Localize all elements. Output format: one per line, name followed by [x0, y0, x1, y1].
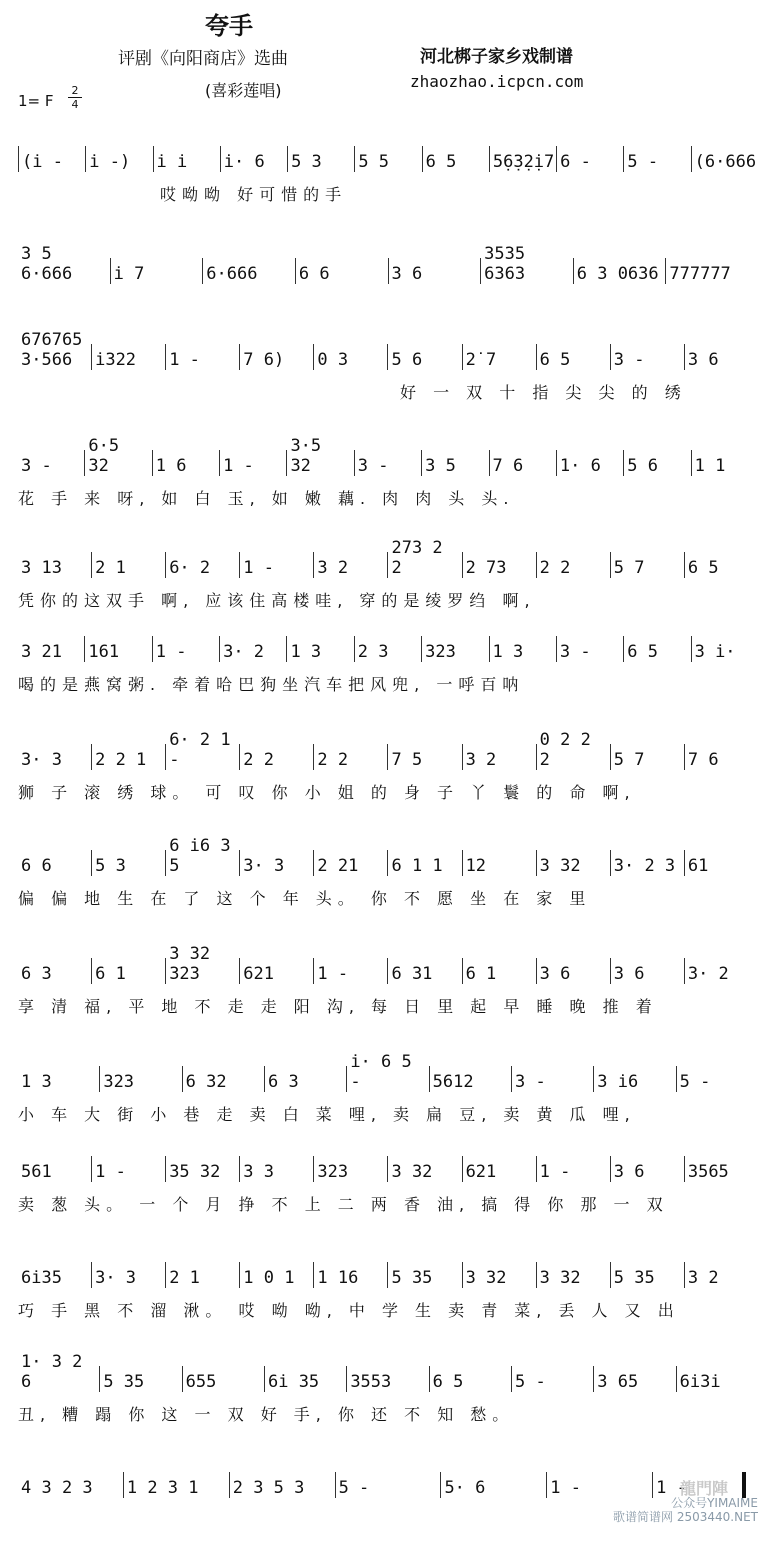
measure: 323: [103, 1072, 135, 1092]
score-line: [0, 636, 768, 716]
score-line: [0, 1352, 768, 1446]
measure: 3 -: [613, 350, 645, 370]
measure: 7 6): [243, 350, 285, 370]
measure: 1 0 1: [243, 1268, 295, 1288]
measure: 2 73: [465, 558, 507, 578]
measure: 5 6: [391, 350, 423, 370]
notes-row: [18, 730, 758, 770]
measure: 3· 3: [95, 1268, 137, 1288]
measure: 3 32: [539, 856, 581, 876]
measure: 3 -: [357, 456, 389, 476]
measure: 561: [21, 1162, 52, 1182]
measure: 3 5: [425, 456, 456, 476]
time-signature-top: 2: [71, 84, 79, 97]
measure: 3 i̇6: [597, 1072, 639, 1092]
lyrics-line: 享 清 福, 平 地 不 走 走 阳 沟, 每 日 里 起 早 睡 晚 推 着: [18, 997, 658, 1016]
measure: 1 2 3 1: [126, 1478, 199, 1498]
notes-row: [18, 944, 758, 984]
score-line: [0, 944, 768, 1038]
arranger: 河北梆子家乡戏制谱: [420, 47, 573, 67]
measure: 6 5: [687, 558, 719, 578]
measure: 6 5: [425, 152, 457, 172]
measure: 6 -: [560, 152, 591, 172]
lyrics-line: 丑, 糟 蹋 你 这 一 双 好 手, 你 还 不 知 愁。: [18, 1405, 515, 1424]
measure: 3553: [350, 1372, 392, 1392]
measure: 5· 6: [444, 1478, 486, 1498]
measure: 3· 2: [223, 642, 265, 662]
measure: 3 13: [21, 558, 62, 578]
measure: (i̇ -: [22, 152, 63, 172]
measure: 5 3: [95, 856, 126, 876]
measure: 3 5 6·666: [21, 244, 73, 284]
measure: 1 3: [21, 1072, 52, 1092]
measure: i̇ 7: [113, 264, 145, 284]
measure: 6i̇35: [21, 1268, 62, 1288]
measure: 3 3: [243, 1162, 274, 1182]
score-line: [0, 436, 768, 530]
subtitle: 评剧《向阳商店》选曲: [118, 49, 288, 69]
measure: 1 -: [155, 642, 187, 662]
measure: 4 3 2 3: [21, 1478, 93, 1498]
notes-row: [18, 636, 758, 662]
measure: 5 5: [358, 152, 390, 172]
measure: 1 -: [317, 964, 349, 984]
notes-row: [18, 1352, 758, 1392]
measure: 5 7: [613, 750, 645, 770]
measure: i̇ -): [89, 152, 131, 172]
measure: 2 1: [169, 1268, 200, 1288]
measure: 1 3: [492, 642, 524, 662]
lyrics-line: 卖 葱 头。 一 个 月 挣 不 上 二 两 香 油, 搞 得 你 那 一 双: [18, 1195, 669, 1214]
notes-row: [18, 330, 758, 370]
measure: 323: [425, 642, 456, 662]
measure: 273 2 2: [391, 538, 443, 578]
measure: 5 -: [338, 1478, 370, 1498]
notes-row: [18, 1262, 758, 1288]
measure: 3 65: [597, 1372, 639, 1392]
lyrics-line: 狮 子 滚 绣 球。 可 叹 你 小 姐 的 身 子 丫 鬟 的 命 啊,: [18, 783, 636, 802]
measure: 1 -: [656, 1478, 687, 1498]
lyrics-line: 巧 手 黑 不 溜 湫。 哎 呦 呦, 中 学 生 卖 青 菜, 丢 人 又 出: [18, 1301, 680, 1320]
measure: 1 -: [223, 456, 254, 476]
measure: 3· 3: [21, 750, 62, 770]
measure: 5 35: [103, 1372, 145, 1392]
measure: 3 6: [391, 264, 423, 284]
measure: 7 5: [391, 750, 423, 770]
measure: 5 35: [391, 1268, 433, 1288]
measure: 5 -: [679, 1072, 711, 1092]
measure: 35 32: [169, 1162, 221, 1182]
measure: 3· 3: [243, 856, 285, 876]
measure: 6· 2: [169, 558, 211, 578]
key-signature: 1= F: [18, 92, 54, 110]
watermark-line-2: 歌谱简谱网 2503440.NET: [613, 1510, 758, 1524]
notes-row: [18, 538, 758, 578]
measure: 6 1: [465, 964, 497, 984]
measure: 6·5 32: [88, 436, 120, 476]
time-signature: [68, 85, 82, 110]
score-line: [0, 330, 768, 424]
measure: 6 5: [539, 350, 571, 370]
measure: 676765 3·566: [21, 330, 83, 370]
measure: 6 i̇6 3 5: [169, 836, 231, 876]
notes-row: [18, 146, 758, 172]
notes-row: [18, 1472, 758, 1498]
measure: 1 -: [550, 1478, 582, 1498]
measure: i̇ i̇: [156, 152, 188, 172]
lyrics-line: 喝的是燕窝粥. 牵着哈巴狗坐汽车把风兜, 一呼百呐: [18, 675, 525, 694]
measure: 3 6: [613, 1162, 645, 1182]
measure: 0 2 2 2: [539, 730, 591, 770]
measure: 6 3: [21, 964, 52, 984]
measure: 3 32: [539, 1268, 581, 1288]
measure: 3535 6363: [484, 244, 526, 284]
measure: 2 2: [317, 750, 349, 770]
lyrics-line: 花 手 来 呀, 如 白 玉, 如 嫩 藕. 肉 肉 头 头.: [18, 489, 515, 508]
notes-row: [18, 1156, 758, 1182]
lyrics-line: 凭你的这双手 啊, 应该住高楼哇, 穿的是绫罗绉 啊,: [18, 591, 536, 610]
measure: 3· 2 3: [613, 856, 676, 876]
measure: 6 1 1: [391, 856, 443, 876]
measure: 1 6: [155, 456, 187, 476]
measure: 3 -: [21, 456, 52, 476]
measure: 6i̇3i̇: [679, 1372, 721, 1392]
measure: 1 16: [317, 1268, 359, 1288]
measure: 61: [687, 856, 709, 876]
measure: 3 i̇·: [694, 642, 736, 662]
measure: 1 -: [95, 1162, 126, 1182]
measure: i̇322: [95, 350, 137, 370]
measure: 621: [465, 1162, 497, 1182]
measure: (6·666: [694, 152, 757, 172]
final-barline: [742, 1472, 746, 1498]
measure: 2 21: [317, 856, 359, 876]
measure: 2 3: [357, 642, 389, 662]
measure: 2 2: [243, 750, 274, 770]
measure: 6 32: [185, 1072, 227, 1092]
measure: 0 3: [317, 350, 349, 370]
measure: 7 6: [687, 750, 719, 770]
measure: 3565: [687, 1162, 729, 1182]
measure: 1 3: [290, 642, 322, 662]
measure: 1 -: [243, 558, 274, 578]
measure: 5 35: [613, 1268, 655, 1288]
notes-row: [18, 244, 758, 284]
watermark-line-1: 公众号YIMAIME: [671, 1496, 758, 1510]
measure: i̇· 6 5 -: [350, 1052, 412, 1092]
measure: 3 2: [465, 750, 497, 770]
lyrics-line: 偏 偏 地 生 在 了 这 个 年 头。 你 不 愿 坐 在 家 里: [18, 889, 592, 908]
measure: 6 3 0636: [576, 264, 659, 284]
notes-row: [18, 436, 758, 476]
measure: 3· 2: [687, 964, 729, 984]
measure: 3 -: [514, 1072, 546, 1092]
measure: 3 2: [687, 1268, 719, 1288]
measure: 161: [88, 642, 120, 662]
measure: 12: [465, 856, 487, 876]
measure: 3 6: [613, 964, 645, 984]
measure: 7 6: [492, 456, 524, 476]
measure: 777777: [669, 264, 731, 284]
website-link[interactable]: zhaozhao.icpcn.com: [410, 72, 584, 91]
measure: 5 -: [514, 1372, 546, 1392]
measure: 1· 3 2 6: [21, 1352, 83, 1392]
measure: 3 32: [465, 1268, 507, 1288]
score-line: [0, 244, 768, 338]
measure: 2 2 1: [95, 750, 147, 770]
measure: 1· 6: [559, 456, 601, 476]
watermark: [613, 1496, 758, 1524]
measure: 3 21: [21, 642, 62, 662]
score-line: [0, 538, 768, 632]
lyrics-line: 好 一 双 十 指 尖 尖 的 绣: [400, 383, 687, 402]
notes-row: [18, 1052, 758, 1092]
measure: 3 6: [539, 964, 571, 984]
measure: 3·5 32: [290, 436, 322, 476]
measure: 2 3 5 3: [232, 1478, 305, 1498]
measure: i̇· 6: [223, 152, 265, 172]
measure: 323: [317, 1162, 349, 1182]
measure: 1 -: [169, 350, 200, 370]
measure: 3 -: [559, 642, 591, 662]
singer-credit: (喜彩莲唱): [205, 81, 282, 100]
lyrics-line: 小 车 大 街 小 巷 走 卖 白 菜 哩, 卖 扁 豆, 卖 黄 瓜 哩,: [18, 1105, 636, 1124]
score-line: [0, 146, 768, 226]
measure: 6 6: [21, 856, 52, 876]
measure: 3 32 323: [169, 944, 211, 984]
measure: 6 1: [95, 964, 126, 984]
measure: 6 31: [391, 964, 433, 984]
measure: 5̣6̣3̣2̣i̇7̣: [492, 152, 555, 172]
score-line: [0, 1262, 768, 1342]
score-line: [0, 1052, 768, 1146]
measure: 6·666: [206, 264, 258, 284]
measure: 5612: [432, 1072, 474, 1092]
notes-row: [18, 836, 758, 876]
score-line: [0, 730, 768, 824]
measure: 621: [243, 964, 274, 984]
measure: 2 2: [539, 558, 571, 578]
watermark-logo: 龍門陣: [679, 1479, 728, 1498]
measure: 5 7: [613, 558, 645, 578]
lyrics-line: 哎呦呦 好可惜的手: [160, 185, 348, 204]
measure: 6 5: [627, 642, 658, 662]
measure: 6· 2 1 -: [169, 730, 231, 770]
score-line: [0, 836, 768, 930]
measure: 3 2: [317, 558, 349, 578]
measure: 6i̇ 35: [267, 1372, 320, 1392]
measure: 3 32: [391, 1162, 433, 1182]
measure: 5 3: [291, 152, 322, 172]
measure: 1 1: [694, 456, 726, 476]
page-title: 夸手: [205, 12, 253, 40]
measure: 3 6: [687, 350, 719, 370]
measure: 5 -: [627, 152, 659, 172]
measure: 2 1: [95, 558, 126, 578]
score-line: [0, 1156, 768, 1236]
measure: 1 -: [539, 1162, 571, 1182]
time-signature-bottom: 4: [71, 98, 79, 111]
measure: 6 6: [298, 264, 330, 284]
measure: 2̇ 7: [465, 350, 497, 370]
measure: 5 6: [627, 456, 658, 476]
measure: 6 3: [267, 1072, 299, 1092]
measure: 655: [185, 1372, 217, 1392]
measure: 6 5: [432, 1372, 464, 1392]
